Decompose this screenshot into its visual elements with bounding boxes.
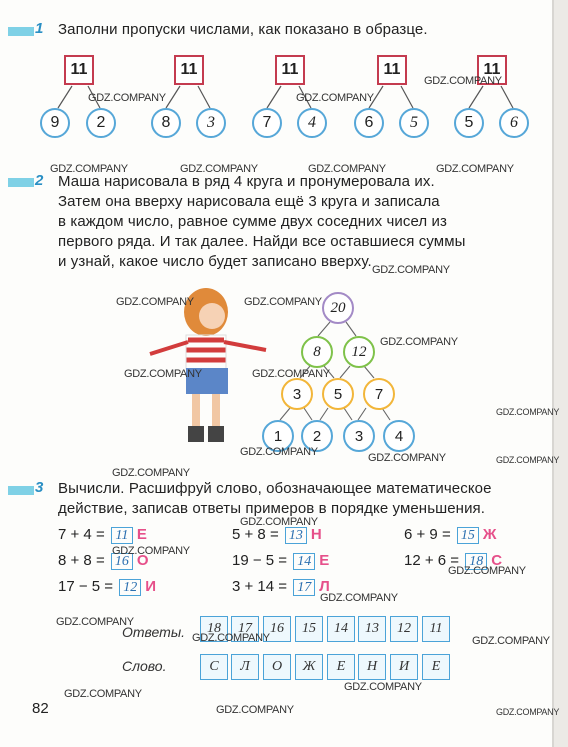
- pyramid-circle: 8: [301, 336, 333, 368]
- example: [232, 578, 330, 596]
- right-circle-answer: 5: [399, 108, 429, 138]
- example-letter: Е: [136, 526, 147, 543]
- example-answer: 13: [285, 527, 307, 544]
- top-square: 11: [275, 55, 305, 85]
- watermark: GDZ.COMPANY: [180, 163, 258, 175]
- watermark: GDZ.COMPANY: [436, 163, 514, 175]
- word-letter-box: Ж: [295, 654, 323, 680]
- example-letter: Н: [310, 526, 322, 543]
- answer-box: 11: [422, 616, 450, 642]
- watermark: GDZ.COMPANY: [244, 296, 322, 308]
- task-line: первого ряда. И так далее. Найди все оставшиеся суммы: [58, 233, 466, 250]
- watermark: GDZ.COMPANY: [296, 92, 374, 104]
- word-letter-box: И: [390, 654, 418, 680]
- pyramid-circle: 4: [383, 420, 415, 452]
- example: [404, 526, 496, 544]
- pyramid-circle: 3: [343, 420, 375, 452]
- watermark: GDZ.COMPANY: [216, 704, 294, 716]
- right-circle: 2: [86, 108, 116, 138]
- word-letter-box: Л: [231, 654, 259, 680]
- example-letter: Л: [319, 578, 330, 595]
- example: [58, 578, 156, 596]
- task-text: [58, 479, 528, 519]
- left-circle: 5: [454, 108, 484, 138]
- example-answer: 16: [111, 553, 133, 570]
- watermark: GDZ.COMPANY: [372, 264, 450, 276]
- watermark: GDZ.COMPANY: [368, 452, 446, 464]
- example-expression: 3 + 14 =: [232, 578, 288, 595]
- pyramid-circle: 12: [343, 336, 375, 368]
- left-circle: 6: [354, 108, 384, 138]
- word-letter-box: С: [200, 654, 228, 680]
- top-square: 11: [64, 55, 94, 85]
- answer-box: 14: [327, 616, 355, 642]
- pyramid-circle: 2: [301, 420, 333, 452]
- example-answer: 11: [111, 527, 133, 544]
- word-letter-box: Е: [327, 654, 355, 680]
- answer-box: 13: [358, 616, 386, 642]
- page-number: 82: [32, 700, 49, 717]
- pyramid-circle-top: 20: [322, 292, 354, 324]
- watermark: GDZ.COMPANY: [496, 455, 560, 465]
- task-line: действие, записав ответы примеров в порядке уменьшения.: [58, 500, 486, 517]
- example-letter: Ж: [482, 526, 497, 543]
- answer-box: 18: [200, 616, 228, 642]
- task-line: и узнай, какое число будет записано вверху.: [58, 253, 372, 270]
- watermark: GDZ.COMPANY: [64, 688, 142, 700]
- left-circle: 7: [252, 108, 282, 138]
- example: [232, 552, 329, 570]
- watermark: GDZ.COMPANY: [496, 707, 560, 717]
- watermark: GDZ.COMPANY: [252, 368, 330, 380]
- watermark: GDZ.COMPANY: [116, 296, 194, 308]
- answers-label: Ответы.: [122, 624, 186, 640]
- pyramid-circle: 5: [322, 378, 354, 410]
- task-marker: [8, 486, 34, 495]
- pyramid-circle: 3: [281, 378, 313, 410]
- right-circle-answer: 4: [297, 108, 327, 138]
- word-label: Слово.: [122, 658, 167, 674]
- watermark: GDZ.COMPANY: [448, 565, 526, 577]
- watermark: GDZ.COMPANY: [112, 467, 190, 479]
- watermark: GDZ.COMPANY: [56, 616, 134, 628]
- task-line: в каждом число, равное сумме двух соседних чисел из: [58, 213, 448, 230]
- word-letter-box: Н: [358, 654, 386, 680]
- example-answer: 18: [465, 553, 487, 570]
- pyramid-circle: 7: [363, 378, 395, 410]
- example-answer: 12: [119, 579, 141, 596]
- watermark: GDZ.COMPANY: [472, 635, 550, 647]
- example-answer: 15: [457, 527, 479, 544]
- example-letter: Е: [319, 552, 330, 569]
- example-expression: 17 − 5 =: [58, 578, 114, 595]
- task-text: Заполни пропуски числами, как показано в образце.: [58, 21, 428, 38]
- example-answer: 14: [293, 553, 315, 570]
- example-expression: 12 + 6 =: [404, 552, 460, 569]
- watermark: GDZ.COMPANY: [380, 336, 458, 348]
- watermark: GDZ.COMPANY: [320, 592, 398, 604]
- example-expression: 8 + 8 =: [58, 552, 105, 569]
- right-circle-answer: 6: [499, 108, 529, 138]
- watermark: GDZ.COMPANY: [50, 163, 128, 175]
- top-square: 11: [477, 55, 507, 85]
- answer-box: 16: [263, 616, 291, 642]
- top-square: 11: [174, 55, 204, 85]
- watermark: GDZ.COMPANY: [112, 545, 190, 557]
- example-expression: 6 + 9 =: [404, 526, 451, 543]
- word-letter-box: О: [263, 654, 291, 680]
- answer-box: 15: [295, 616, 323, 642]
- task-number: 1: [35, 20, 44, 37]
- task-line: Затем она вверху нарисовала ещё 3 круга и записала: [58, 193, 440, 210]
- example-answer: 17: [293, 579, 315, 596]
- watermark: GDZ.COMPANY: [344, 681, 422, 693]
- example: [58, 526, 147, 544]
- example-expression: 7 + 4 =: [58, 526, 105, 543]
- watermark: GDZ.COMPANY: [496, 407, 560, 417]
- example-letter: С: [491, 552, 503, 569]
- example: [232, 526, 322, 544]
- word-letter-box: Е: [422, 654, 450, 680]
- watermark: GDZ.COMPANY: [308, 163, 386, 175]
- example-expression: 19 − 5 =: [232, 552, 288, 569]
- watermark: GDZ.COMPANY: [192, 632, 270, 644]
- task-line: Маша нарисовала в ряд 4 круга и пронумеровала их.: [58, 173, 435, 190]
- pyramid-circle: 1: [262, 420, 294, 452]
- watermark: GDZ.COMPANY: [240, 446, 318, 458]
- right-circle-answer: 3: [196, 108, 226, 138]
- task-line: Вычисли. Расшифруй слово, обозначающее математическое: [58, 480, 492, 497]
- example-letter: И: [145, 578, 157, 595]
- top-square: 11: [377, 55, 407, 85]
- watermark: GDZ.COMPANY: [424, 75, 502, 87]
- example-expression: 5 + 8 =: [232, 526, 279, 543]
- watermark: GDZ.COMPANY: [88, 92, 166, 104]
- task-number: 3: [35, 479, 44, 496]
- answer-box: 12: [390, 616, 418, 642]
- answer-box: 17: [231, 616, 259, 642]
- watermark: GDZ.COMPANY: [240, 516, 318, 528]
- left-circle: 9: [40, 108, 70, 138]
- left-circle: 8: [151, 108, 181, 138]
- task-number: 2: [35, 172, 44, 189]
- example-letter: О: [136, 552, 149, 569]
- watermark: GDZ.COMPANY: [124, 368, 202, 380]
